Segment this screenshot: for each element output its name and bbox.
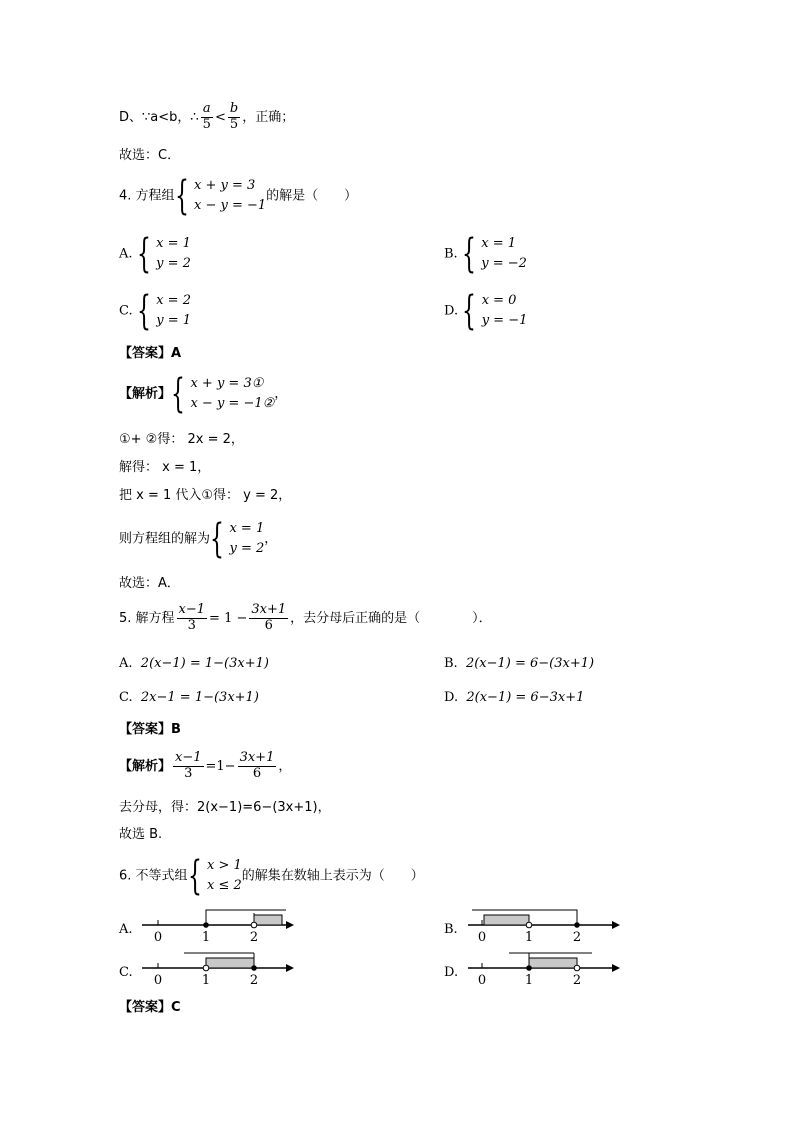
q4-option-c[interactable]: C. { x = 2 y = 1	[119, 288, 191, 335]
q3-option-d-line: D、∵a<b，∴ $\frac{a}{5}$ < $\frac{b}{5}$ ，正确；	[119, 101, 295, 132]
q6-option-c-label: C.	[119, 965, 133, 980]
q4-step3: 把 x = 1 代入①得： y = 2，	[119, 488, 292, 503]
q3-choice: 故选：C．	[119, 148, 181, 163]
q4-choice: 故选：A．	[119, 576, 180, 591]
q5-option-a[interactable]: A. 2(x−1) = 1−(3x+1)	[119, 656, 269, 671]
q6-option-d-number-line[interactable]	[464, 948, 624, 988]
q4-option-b[interactable]: B. { x = 1 y = −2	[444, 231, 527, 278]
q5-option-b[interactable]: B. 2(x−1) = 6−(3x+1)	[444, 656, 595, 671]
tick-label: 1	[524, 973, 534, 988]
q4-step2: 解得： x = 1，	[119, 460, 211, 475]
q5-choice: 故选 B.	[119, 827, 163, 842]
q5-step1: 去分母，得：2(x−1)=6−(3x+1)，	[119, 800, 331, 815]
q5-option-d[interactable]: D. 2(x−1) = 6−3x+1	[444, 690, 585, 705]
tick-label: 0	[153, 973, 163, 988]
q4-option-a[interactable]: A. { x = 1 y = 2	[119, 231, 191, 278]
q5-stem: 5. 解方程 $\frac{x-1}{3}$ = 1 − $\frac{3x+1}{6}$ ，去分母后正确的是（ ）．	[119, 602, 492, 633]
q6-option-b-label: B.	[444, 922, 458, 937]
equation-system: { x + y = 3 x − y = −1	[174, 173, 267, 220]
q4-analysis: 【解析】 { x + y = 3① x − y = −1② ，	[119, 371, 288, 418]
q3d-prefix: D、∵a<b，∴	[119, 109, 199, 125]
q6-option-d-label: D.	[444, 965, 459, 980]
tick-label: 2	[572, 973, 582, 988]
tick-label: 1	[201, 930, 211, 945]
q5-analysis: 【解析】 $\frac{x-1}{3}$ =1− $\frac{3x+1}{6}$ ，	[119, 750, 292, 781]
tick-label: 1	[524, 930, 534, 945]
fraction-b-over-5: $\frac{b}{5}$	[229, 101, 239, 132]
tick-label: 2	[249, 930, 259, 945]
q4-answer: 【答案】A	[119, 346, 182, 361]
tick-label: 0	[477, 930, 487, 945]
tick-label: 0	[477, 973, 487, 988]
q6-stem: 6. 不等式组 { x > 1 x ≤ 2 的解集在数轴上表示为（ ）	[119, 853, 424, 900]
tick-label: 2	[572, 930, 582, 945]
q6-option-a-label: A.	[119, 922, 133, 937]
q4-stem: 4. 方程组 { x + y = 3 x − y = −1 的解是（ ）	[119, 173, 358, 220]
fraction-a-over-5: $\frac{a}{5}$	[202, 101, 211, 132]
q6-answer: 【答案】C	[119, 1000, 181, 1015]
q6-option-b-number-line[interactable]	[464, 905, 624, 945]
tick-label: 2	[249, 973, 259, 988]
q6-option-a-number-line[interactable]	[138, 905, 298, 945]
tick-label: 1	[201, 973, 211, 988]
q6-option-c-number-line[interactable]	[138, 948, 298, 988]
q5-option-c[interactable]: C. 2x−1 = 1−(3x+1)	[119, 690, 259, 705]
q4-step1: ①+ ②得： 2x = 2，	[119, 432, 244, 447]
q5-answer: 【答案】B	[119, 722, 181, 737]
q4-step4: 则方程组的解为 { x = 1 y = 2 ，	[119, 516, 278, 563]
q4-option-d[interactable]: D. { x = 0 y = −1	[444, 288, 528, 335]
tick-label: 0	[153, 930, 163, 945]
